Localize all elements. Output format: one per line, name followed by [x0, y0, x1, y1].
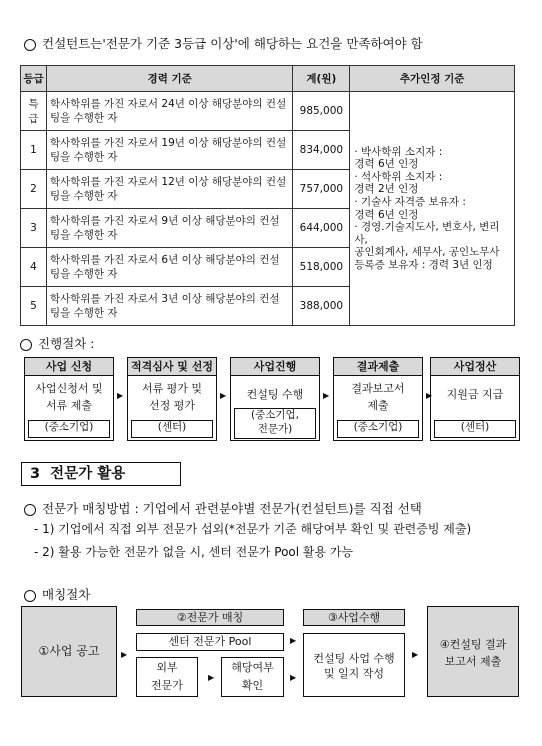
header-extra: 추가인정 기준	[350, 66, 515, 92]
grade-cell: 3	[21, 209, 47, 248]
process-step-review	[127, 357, 217, 441]
matching-method	[24, 499, 422, 517]
criteria-cell: 학사학위를 가진 자로서 6년 이상 해당분야의 컨설팅을 수행한 자	[46, 248, 292, 287]
external-expert: 외부 전문가	[136, 657, 198, 697]
matching-step-report: ④컨설팅 결과 보고서 제출	[427, 606, 519, 697]
extra-criteria-cell: · 박사학위 소지자 : 경력 6년 인정 · 석사학위 소지자 : 경력 2년 인정 · 기술사 자격증 보유자 : 경력 6년 인정 · 경영.기술지도사, 변호사, 변리사, 공인회계사, 세무사, 공인노무사 등록증 보유자 : 경력 3년 인정	[350, 92, 515, 326]
header-amount: 계(원)	[293, 66, 350, 92]
eligibility-check: 해당여부 확인	[221, 657, 284, 697]
grade-cell: 5	[21, 287, 47, 326]
step-head: 사업 신청	[25, 358, 113, 376]
header-grade: 등급	[21, 66, 47, 92]
arrow-right-icon: ▶	[426, 391, 433, 400]
arrow-right-icon: ▶	[220, 391, 227, 400]
criteria-cell: 학사학위를 가진 자로서 19년 이상 해당분야의 컨설팅을 수행한 자	[46, 131, 292, 170]
circle-bullet-icon	[24, 504, 36, 516]
matching-step-execute: 컨설팅 사업 수행 및 일지 작성	[303, 633, 405, 697]
center-expert-pool: 센터 전문가 Pool	[136, 633, 284, 651]
criteria-cell: 학사학위를 가진 자로서 9년 이상 해당분야의 컨설팅을 수행한 자	[46, 209, 292, 248]
arrow-right-icon: ▶	[290, 636, 297, 645]
step-actor: (중소기업)	[337, 420, 419, 438]
matching-step-execute-head: ③사업수행	[303, 609, 405, 626]
step-head: 사업정산	[431, 358, 519, 376]
step-actor: (센터)	[131, 420, 213, 438]
step-body: 지원금 지급	[446, 388, 504, 401]
circle-bullet-icon	[20, 339, 32, 351]
amount-cell: 985,000	[293, 92, 350, 131]
arrow-right-icon: ▶	[323, 391, 330, 400]
grade-cell: 1	[21, 131, 47, 170]
step-head: 사업진행	[231, 358, 319, 376]
step-body: 결과보고서 제출	[351, 382, 405, 412]
arrow-right-icon: ▶	[117, 391, 124, 400]
process-step-settle	[430, 357, 520, 441]
step-head: 결과제출	[334, 358, 422, 376]
step-head: 적격심사 및 선정	[128, 358, 216, 376]
matching-step-notice: ①사업 공고	[21, 606, 117, 697]
requirement-note-text: 컨설턴트는'전문가 기준 3등급 이상'에 해당하는 요건을 만족하여야 함	[42, 36, 423, 51]
circle-bullet-icon	[24, 39, 36, 51]
process-heading	[20, 334, 95, 352]
amount-cell: 518,000	[293, 248, 350, 287]
process-step-report	[333, 357, 423, 441]
matching-item: - 1) 기업에서 직접 외부 전문가 섭외(*전문가 기준 해당여부 확인 및 관련증빙 제출)	[34, 522, 472, 536]
matching-step-match-head: ②전문가 매칭	[136, 609, 284, 626]
amount-cell: 834,000	[293, 131, 350, 170]
table-row	[21, 92, 515, 131]
criteria-cell: 학사학위를 가진 자로서 12년 이상 해당분야의 컨설팅을 수행한 자	[46, 170, 292, 209]
grade-cell: 2	[21, 170, 47, 209]
header-criteria: 경력 기준	[46, 66, 292, 92]
amount-cell: 388,000	[293, 287, 350, 326]
expert-grade-table	[20, 65, 515, 326]
table-header-row	[21, 66, 515, 92]
grade-cell: 4	[21, 248, 47, 287]
criteria-cell: 학사학위를 가진 자로서 24년 이상 해당분야의 컨설팅을 수행한 자	[46, 92, 292, 131]
arrow-right-icon: ▶	[208, 673, 215, 682]
requirement-note	[24, 34, 423, 52]
process-step-apply	[24, 357, 114, 441]
step-actor: (중소기업)	[28, 420, 110, 438]
step-body: 서류 평가 및 선정 평가	[141, 382, 203, 412]
arrow-right-icon: ▶	[121, 650, 128, 659]
step-body: 사업신청서 및 서류 제출	[35, 382, 103, 412]
criteria-cell: 학사학위를 가진 자로서 3년 이상 해당분야의 컨설팅을 수행한 자	[46, 287, 292, 326]
step-actor: (센터)	[434, 420, 516, 438]
arrow-right-icon: ▶	[290, 673, 297, 682]
amount-cell: 644,000	[293, 209, 350, 248]
arrow-right-icon: ▶	[412, 650, 419, 659]
matching-item: - 2) 활용 가능한 전문가 없을 시, 센터 전문가 Pool 활용 가능	[34, 545, 354, 559]
section-title: 3 전문가 활용	[21, 462, 181, 486]
step-actor: (중소기업, 전문가)	[234, 408, 316, 439]
circle-bullet-icon	[24, 590, 36, 602]
step-body: 컨설팅 수행	[246, 388, 304, 401]
process-heading-text: 진행절차 :	[38, 336, 95, 351]
matching-process-heading	[24, 585, 90, 603]
matching-method-text: 전문가 매칭방법 : 기업에서 관련분야별 전문가(컨설턴트)를 직접 선택	[42, 501, 422, 516]
matching-process-heading-text: 매칭절차	[42, 587, 91, 602]
amount-cell: 757,000	[293, 170, 350, 209]
grade-cell: 특급	[21, 92, 47, 131]
process-step-progress	[230, 357, 320, 441]
